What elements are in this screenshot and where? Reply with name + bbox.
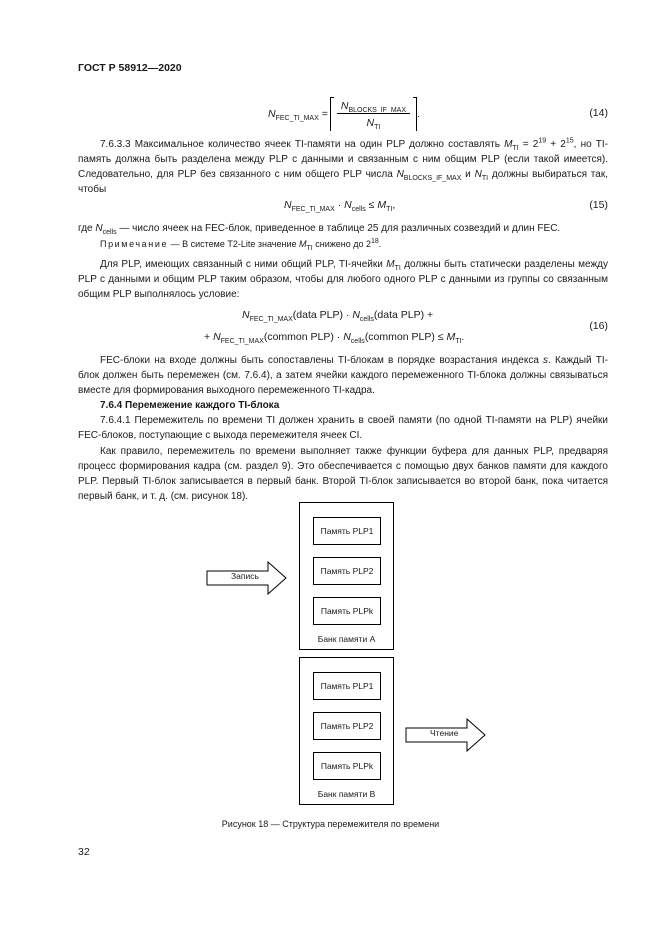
figure-caption: Рисунок 18 — Структура перемежителя по времени xyxy=(221,819,440,829)
page-number: 32 xyxy=(78,846,90,858)
plp-memory-box: Память PLPk xyxy=(313,597,381,625)
write-label: Запись xyxy=(231,571,259,581)
memory-bank-b xyxy=(299,657,394,805)
equation-14: $N_{FEC\_TI\_MAX}$ = $N_{BLOCKS\_IF\_MAX}$ $N_{TI}$ . xyxy=(268,96,420,132)
paragraph-buffer: Как правило, перемежитель по времени выполняет также функции буфера для данных PLP, предваряя процесс формирования кадра (см. раздел 9). Это обеспечивается с помощью двух банков памяти для каждого PLP. Первый TI-блок записывается в первый банк. Второй TI-блок записывается во второй банк, пока читается первый банк, и т. д. (см. рисунок 18). xyxy=(78,446,608,502)
memory-bank-a xyxy=(299,502,394,650)
plp-memory-box: Память PLP2 xyxy=(313,557,381,585)
equation-15: $N_{FEC\_TI\_MAX} \cdot N_{cells} \le M_{TI}$, xyxy=(284,199,396,214)
plp-memory-box: Память PLP1 xyxy=(313,517,381,545)
equation-14-number: (14) xyxy=(589,107,608,119)
paragraph-7-6-4-1: 7.6.4.1 Перемежитель по времени TI должен хранить в своей памяти (по одной TI-памяти на PLP) ячейки FEC-блоков, поступающие с выхода перемежителя ячеек CI. xyxy=(78,415,608,441)
plp-memory-box: Память PLPk xyxy=(313,752,381,780)
read-label: Чтение xyxy=(430,728,459,738)
bank-b-label: Банк памяти B xyxy=(317,789,376,799)
equation-16-number: (16) xyxy=(589,320,608,332)
section-title-7-6-4: 7.6.4 Перемежение каждого TI-блока xyxy=(100,400,280,411)
note: Примечание — В системе T2-Lite значение $M_{TI}$ снижено до $2^{18}$. xyxy=(100,238,382,252)
document-header: ГОСТ Р 58912—2020 xyxy=(78,62,182,74)
plp-memory-box: Память PLP2 xyxy=(313,712,381,740)
paragraph-7-6-3-3: 7.6.3.3 Максимальное количество ячеек TI-памяти на один PLP должно составлять $M_{TI} = 2^{19} + 2^{15}$, но TI-память должна быть разделена между PLP с данными и связанным с ним общим PLP (если такой имеется). Следовательно, для PLP без связанного с ним общего PLP числа $N_{BLOCKS\_IF\_MAX}$ и $N_{TI}$ должны выбираться так, чтобы xyxy=(78,137,609,195)
equation-16-line-1: $N_{FEC\_TI\_MAX}(data$ $PLP) \cdot N_{cells}(data$ PLP) + xyxy=(242,309,434,324)
paragraph-fec-blocks: FEC-блоки на входе должны быть сопоставлены TI-блокам в порядке возрастания индекса s. Каждый TI-блок должен быть перемежен (см. 7.6.4), а затем ячейки каждого перемеженного TI-блока должны связываться вместе для формирования выходного перемеженного TI-кадра. xyxy=(78,355,608,396)
equation-15-number: (15) xyxy=(589,199,608,211)
bank-a-label: Банк памяти А xyxy=(317,634,376,644)
plp-memory-box: Память PLP1 xyxy=(313,672,381,700)
equation-16-line-2: + $N_{FEC\_TI\_MAX}(common$ $PLP) \cdot N_{cells}(common$ $PLP) \le M_{TI}$. xyxy=(204,331,465,346)
paragraph-where: где $N_{cells}$ — число ячеек на FEC-блок, приведенное в таблице 25 для различных созвездий и длин FEC. xyxy=(78,223,561,236)
paragraph-common-plp: Для PLP, имеющих связанный с ними общий PLP, TI-ячейки $M_{TI}$ должны быть статически разделены между PLP с данными и общим PLP таким образом, чтобы для любого одного PLP с данными из группы со связанным общим PLP выполнялось условие: xyxy=(78,259,608,300)
